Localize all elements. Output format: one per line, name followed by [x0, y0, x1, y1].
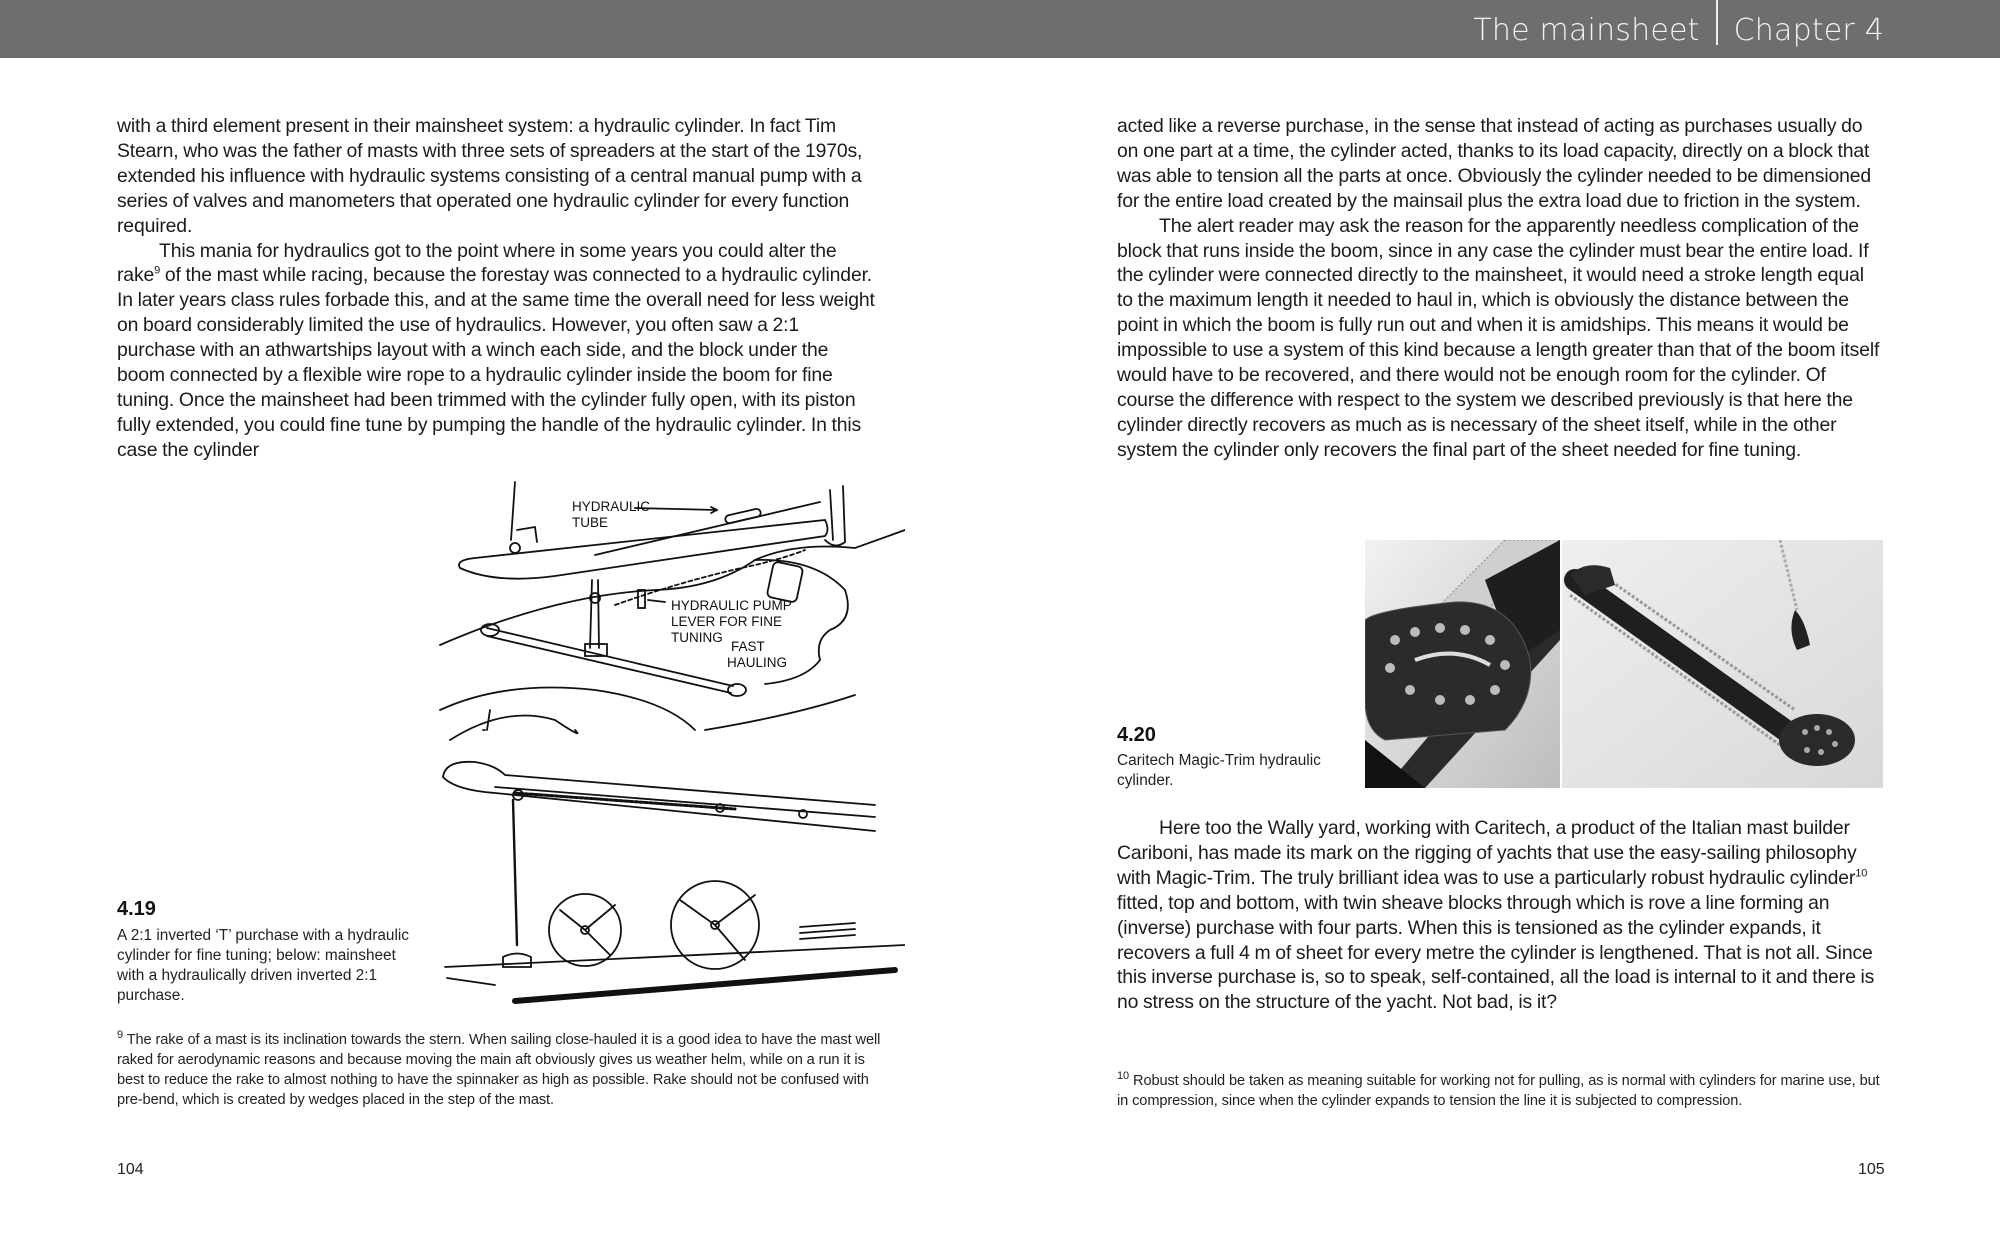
- cylinder: [725, 508, 762, 524]
- label-hydraulic-tube: HYDRAULIC: [572, 499, 651, 514]
- footnote-ref[interactable]: 10: [1855, 867, 1868, 880]
- footnote: $^{10}$ Robust should be taken as meaning suitable for working not for pulling, as is normal with cylinders for marine use, but in compression, since when the cylinder expands to tension the line it is subjected to compression.: [1117, 1070, 1880, 1109]
- hatch: [767, 561, 804, 602]
- footnote-ref[interactable]: 9: [154, 264, 161, 277]
- gooseneck: [510, 543, 520, 553]
- paragraph: acted like a reverse purchase, in the sense that instead of acting as purchases usually do on one part at a time, the cylinder acted, thanks to its load capacity, directly on a block that was able to tension all the parts at once. Obviously the cylinder needed to be dimensioned for the entire load created by the mainsail plus the extra load due to friction in the system.: [1117, 115, 1872, 212]
- figure-caption: Caritech Magic-Trim hydraulic cylinder.: [1117, 752, 1321, 789]
- page-number: 104: [117, 1161, 144, 1178]
- label-fast-hauling: FAST: [731, 639, 765, 654]
- mainsheet-wire: [513, 800, 517, 945]
- hull-shadow: [515, 970, 895, 1001]
- deck-block: [503, 954, 531, 968]
- steering-wheel: [450, 716, 578, 741]
- svg-text:LEVER FOR FINE: LEVER FOR FINE: [671, 614, 783, 629]
- paragraph: This mania for hydraulics got to the point where in some years you could alter the rake$^9$ of the mast while racing, because the forestay was connected to a hydraulic cylinder. In later years class rules forbade this, and at the same time the overall need for less weight on board considerably limited the use of hydraulics. However, you often saw a 2:1 purchase with an athwartships layout with a winch each side, and the block under the boom connected by a flexible wire rope to a hydraulic cylinder inside the boom for fine tuning. Once the mainsheet had been trimmed with the cylinder fully open, with its piston fully extended, you could fine tune by pumping the handle of the hydraulic cylinder. In this case the cylinder: [117, 239, 875, 461]
- backstay: [511, 482, 515, 540]
- right-page: [1000, 0, 2000, 1235]
- page-number: 105: [1858, 1161, 1885, 1178]
- mast: [830, 486, 845, 542]
- lower-drawing: [443, 762, 905, 1001]
- photo-right-full-cylinder: [1562, 540, 1883, 788]
- cockpit-edge: [440, 688, 695, 731]
- figure-caption: A 2:1 inverted ‘T’ purchase with a hydraulic cylinder for fine tuning; below: mainsheet with a hydraulically driven inverted 2:1 purchase.: [117, 927, 410, 1004]
- photo-divider: [1560, 540, 1562, 788]
- footnote: $^9$ The rake of a mast is its inclination towards the stern. When sailing close-hauled it is a good idea to have the mast well raked for aerodynamic reasons and because moving the main aft obviously gives us weather helm, while on a run it is best to reduce the rake to almost nothing to have the spinnaker as high as possible. Rake should not be confused with pre-bend, which is created by wedges placed in the step of the mast.: [117, 1029, 881, 1108]
- boom-fitting: [517, 527, 537, 542]
- svg-text:TUBE: TUBE: [572, 515, 609, 530]
- paragraph: with a third element present in their mainsheet system: a hydraulic cylinder. In fact Tim Stearn, who was the father of masts with three sets of spreaders at the start of the 1970s, extended his influence with hydraulic systems consisting of a central manual pump with a series of valves and manometers that operated one hydraulic cylinder for every function required.: [117, 115, 863, 237]
- footnote-marker: 9: [117, 1029, 124, 1042]
- winch-right: [728, 684, 746, 696]
- figure-4-20-photo: [1365, 540, 1883, 788]
- pump-lever: [638, 590, 645, 608]
- label-hydraulic-pump: HYDRAULIC PUMP: [671, 598, 792, 613]
- hydraulic-line: [615, 550, 805, 605]
- deck-line: [445, 945, 905, 967]
- mainsheet-purchase: [590, 580, 599, 648]
- svg-text:HAULING: HAULING: [727, 655, 788, 670]
- figure-number: 4.20: [1117, 724, 1156, 746]
- paragraph: Here too the Wally yard, working with Caritech, a product of the Italian mast builder Cariboni, has made its mark on the rigging of yachts that use the easy-sailing philosophy with Magic-Trim. The truly brilliant idea was to use a particularly robust hydraulic cylinder$^{10}$ fitted, top and bottom, with twin sheave blocks through which is rove a line forming an (inverse) purchase with four parts. When this is tensioned as the cylinder expands, it recovers a full 4 m of sheet for every metre the cylinder is lengthened. That is not all. Since this inverse purchase is, so to speak, self-contained, all the load is internal to it and there is no stress on the structure of the yacht. Not bad, is it?: [1117, 817, 1875, 1014]
- right-body-text-top: [1117, 114, 1883, 463]
- paragraph: The alert reader may ask the reason for the apparently needless complication of the block that runs inside the boom, since in any case the cylinder must bear the entire load. If the cylinder were connected directly to the mainsheet, it would need a stroke length equal to the maximum length it needed to haul in, which is obviously the distance between the point in which the boom is fully run out and when it is amidships. This means it would be impossible to use a system of this kind because a length greater than that of the boom itself would have to be recovered, and there would not be enough room for the cylinder. Of course the difference with respect to the system we described previously is that here the cylinder directly recovers as much as is necessary of the sheet itself, while in the other system the cylinder only recovers the final part of the sheet needed for fine tuning.: [1117, 214, 1880, 461]
- footnote-marker: 10: [1117, 1070, 1130, 1083]
- figure-number: 4.19: [117, 898, 156, 920]
- chapter-label: Chapter 4: [1733, 12, 1884, 48]
- photo-left-closeup: [1365, 540, 1560, 788]
- left-body-text: [117, 114, 877, 463]
- svg-text:TUNING: TUNING: [671, 630, 723, 645]
- figure-4-19-illustration: [435, 480, 905, 1080]
- right-body-text-bottom: [1117, 816, 1883, 1015]
- section-title: The mainsheet: [1473, 12, 1700, 48]
- boom-lower: [443, 762, 875, 805]
